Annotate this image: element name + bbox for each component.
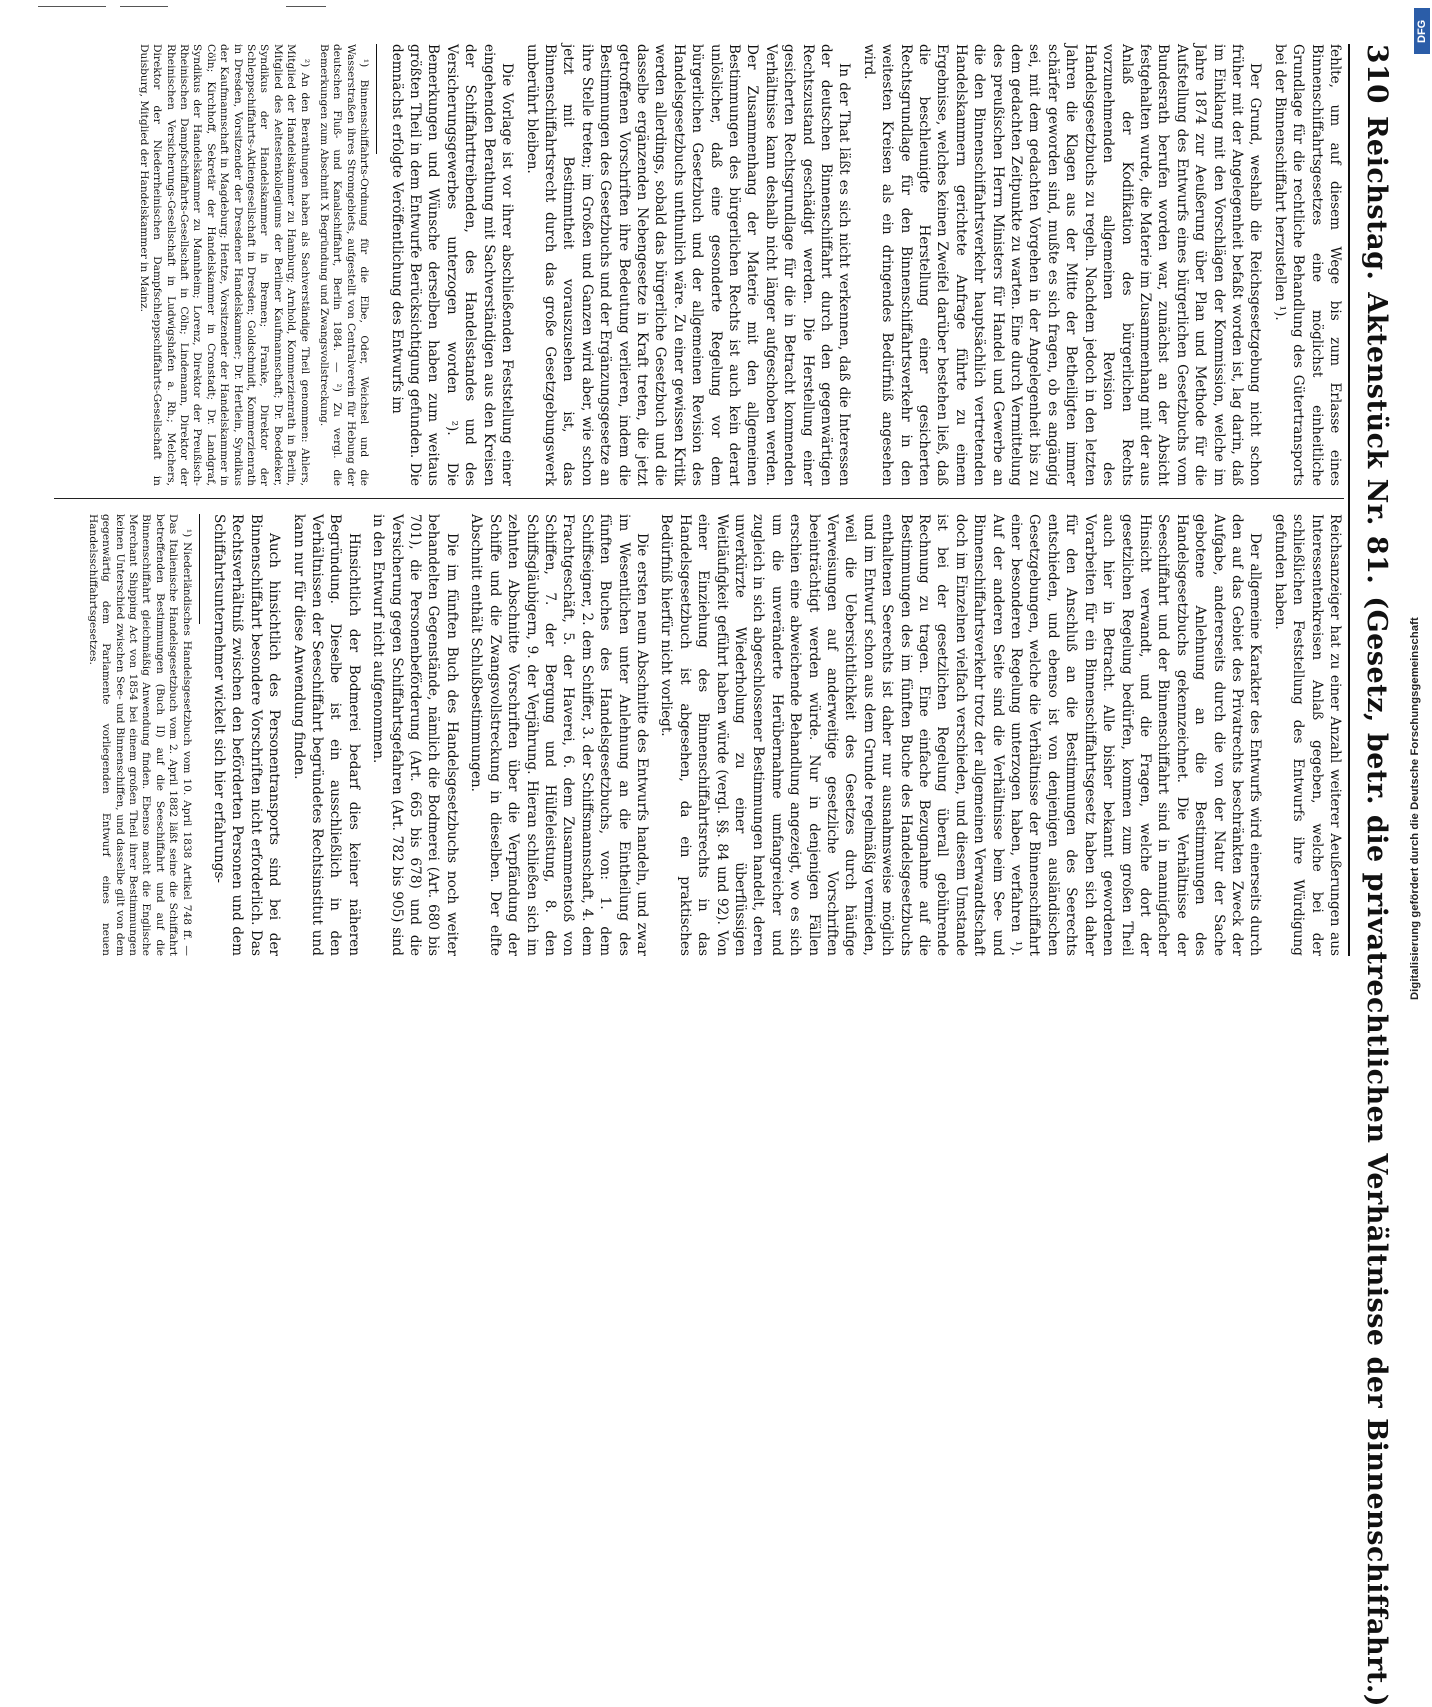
left-column: [54, 44, 1344, 486]
scan-edge-mark: [286, 6, 326, 7]
page-header: [1354, 44, 1394, 1707]
document-number: Aktenstück Nr. 81.: [1361, 292, 1392, 585]
footnote: ¹) Binnenschiffahrts-Ordnung für die Elbe, Oder, Weichsel und die Wasserstraßen ihres Stromgebiets, aufgestellt von Centralverein für Hebung der deutschen Fluß- und Kanalschiffahrt, Berlin 1884. — ²) Zu vergl. die Bemerkungen zum Abschnitt X Begründung und Zwangsvollstreckung.: [318, 44, 371, 486]
scan-edge-mark: [120, 6, 168, 7]
scan-edge-mark: [38, 6, 106, 7]
paragraph: Die ersten neun Abschnitte des Entwurfs handeln, und zwar im Wesentlichen unter Anlehnung an die Eintheilung des fünften Buches des Handelsgesetzbuchs, von: 1. dem Schiffseigner, 2. dem Schiffer, 3. der Schiffsmannschaft, 4. dem Frachtgeschäft, 5. der Haverei, 6. dem Zusammenstoß von Schiffen, 7. der Bergung und Hülfeleistung, 8. den Schiffsgläubigern, 9. der Verjährung. Hieran schließen sich im zehnten Abschnitte Vorschriften über die Verpfändung der Schiffe und die Zwangsvollstreckung in dieselben. Der elfte Abschnitt enthält Schlußbestimmungen.: [468, 514, 650, 956]
document-page: [24, 30, 1394, 1707]
document-subject: (Gesetz, betr. die privatrechtlichen Verhältnisse der Binnenschiffahrt.): [1361, 596, 1392, 1707]
paragraph: Der Grund, weshalb die Reichsgesetzgebung nicht schon früher mit der Angelegenheit befaßt worden ist, lag darin, daß im Einklang mit den Vorschlägen der Kommission, welche im Jahre 1874 zur Aeußerung über Plan und Methode für die Aufstellung des Entwurfs eines bürgerlichen Gesetzbuchs vom Bundesrath berufen worden war, zunächst an der Absicht festgehalten wurde, die Materie im Zusammenhang mit der aus Anlaß der Kodifikation des bürgerlichen Rechts vorzunehmenden allgemeinen Revision des Handelsgesetzbuchs zu regeln. Nachdem jedoch in den letzten Jahren die Klagen aus der Mitte der Betheiligten immer schärfer geworden sind, mußte es sich fragen, ob es angängig sei, mit dem gedachten Vorgehen in der Angelegenheit bis zu dem gedachten Zeitpunkte zu warten. Eine durch Vermittelung des preußischen Herrn Ministers für Handel und Gewerbe an die den Binnenschiffahrtsverkehr hauptsächlich vertretenden Handelskammern gerichtete Anfrage führte zu einem Ergebnisse, welches keinen Zweifel darüber bestehen ließ, daß die beschleunigte Herstellung einer gesicherten Rechtsgrundlage für den Binnenschiffahrtsverkehr in den weitesten Kreisen als ein dringendes Bedürfniß angesehen wird.: [860, 44, 1264, 486]
footnote: ¹) Niederländisches Handelsgesetzbuch vom 10. April 1838 Artikel 748 ff. — Das Italienische Handelsgesetzbuch vom 2. April 1882 läßt seine die Schiffahrt betreffenden Bestimmungen (Buch II) auf die Seeschiffahrt und auf die Binnenschiffahrt gleichmäßig Anwendung finden. Ebenso macht die Englische Merchant Shipping Act von 1854 bei einem großen Theil ihrer Bestimmungen keinen Unterschied zwischen See- und Binnenschiffen, und dasselbe gilt von dem gegenwärtig dem Parlamente vorliegenden Entwurf eines neuen Handelsschiffahrtsgesetzes.: [86, 514, 193, 956]
footnote-rule: [199, 514, 200, 624]
paragraph: fehlte, um auf diesem Wege bis zum Erlasse eines Binnenschiffahrtsgesetzes eine möglichst einheitliche Grundlage für die rechtliche Behandlung des Gütertransports bei der Binnenschiffahrt herzustellen ¹).: [1271, 44, 1343, 486]
paragraph: Die Vorlage ist vor ihrer abschließenden Feststellung einer eingehenden Berathung mit Sachverständigen aus den Kreisen der Schiffahrttreibenden, des Handelsstandes und des Versicherungsgewerbes unterzogen worden ²). Die Bemerkungen und Wünsche derselben haben zum weitaus größten Theil in dem Entwurfe Berücksichtigung gefunden. Die demnächst erfolgte Veröffentlichung des Entwurfs im: [388, 44, 516, 486]
paragraph: Reichsanzeiger hat zu einer Anzahl weiterer Aeußerungen aus Interessentenkreisen Anlaß gegeben, welche bei der schließlichen Feststellung des Entwurfs ihre Würdigung gefunden haben.: [1271, 514, 1343, 956]
paragraph: Auch hinsichtlich des Personentransports sind bei der Binnenschiffahrt besondere Vorschriften nicht erforderlich. Das Rechtsverhältniß zwischen den beförderten Personen und dem Schiffahrtsunternehmer wickelt sich hier erfahrungs-: [211, 514, 283, 956]
dfg-logo: DFG: [1414, 8, 1430, 54]
footnote: ²) An den Berathungen haben als Sachverständige Theil genommen: Ahlers, Mitglied der Handelskammer zu Hamburg; Arnhold, Kommerzienrath in Berlin, Mitglied des Aeltestenkollegiums der Berliner Kaufmannschaft; Dr. Boeddeker, Syndikus der Handelskammer in Bremen; Franke, Direktor der Schleppschiffahrts-Aktiengesellschaft in Dresden; Goldschmidt, Kommerzienrath in Dresden, Vorsitzender der Dresdener Handelskammer; Dr. Hertlein, Syndikus der Kaufmannschaft in Magdeburg; Hentze, Vorsitzender der Handelskammer in Cöln; Kirchhoff, Sekretär der Handelskammer in Cronstadt; Dr. Landgraf, Syndikus der Handelskammer zu Mannheim; Lorenz, Direktor der Preußisch-Rheinischen Dampfschiffahrts-Gesellschaft in Cöln; Lindemann, Direktor der Rheinischen Versicherungs-Gesellschaft in Ludwigshafen a. Rh.; Melchers, Direktor der Niederrheinischen Dampfschleppschiffahrts-Gesellschaft in Duisburg, Mitglied der Handelskammer in Mainz.: [137, 44, 311, 486]
right-column: [54, 514, 1344, 956]
digitization-credit: Digitalisierung gefördert durch die Deutsche Forschungsgemeinschaft: [1409, 617, 1421, 1000]
footnote-rule: [376, 44, 377, 154]
paragraph: Die im fünften Buch des Handelsgesetzbuchs noch weiter behandelten Gegenstände, nämlich die Bodmerei (Art. 680 bis 701), die Personenbeförderung (Art. 665 bis 678) und die Versicherung gegen Schiffahrtsgefahren (Art. 782 bis 905) sind in den Entwurf nicht aufgenommen.: [370, 514, 460, 956]
column-separator: [54, 498, 1344, 499]
paragraph: Der allgemeine Karakter des Entwurfs wird einerseits durch den auf das Gebiet des Privatrechts beschränkten Zweck der Aufgabe, andererseits durch die von der Natur der Sache gebotene Anlehnung an die Bestimmungen des Handelsgesetzbuchs gekennzeichnet. Die Verhältnisse der Seeschiffahrt und der Binnenschiffahrt sind in mannigfacher Hinsicht verwandt, und die Fragen, welche dort der gesetzlichen Regelung bedürfen, kommen zum großen Theil auch hier in Betracht. Alle bisher bekannt gewordenen Vorarbeiten für ein Binnenschiffahrtsgesetz haben sich daher für den Anschluß an die Bestimmungen des Seerechts entschieden, und ebenso ist von denjenigen ausländischen Gesetzgebungen, welche die Verhältnisse der Binnenschiffahrt einer besonderen Regelung unterzogen haben, verfahren ¹). Auf der anderen Seite sind die Verhältnisse beim See- und Binnenschiffahrtsverkehr trotz der allgemeinen Verwandtschaft doch im Einzelnen vielfach verschieden, und diesem Umstande ist bei der gesetzlichen Regelung überall gebührende Rechnung zu tragen. Eine einfache Bezugnahme auf die Bestimmungen des im fünften Buche des Handelsgesetzbuchs enthaltenen Seerechts ist daher nur ausnahmsweise möglich und im Entwurf schon aus dem Grunde regelmäßig vermieden, weil die Uebersichtlichkeit des Gesetzes durch häufige Verweisungen auf anderweitige gesetzliche Vorschriften beeinträchtigt werden würde. Nur in denjenigen Fällen erschien eine abweichende Behandlung angezeigt, wo es sich um die unveränderte Herübernahme umfangreicher und zugleich in sich abgeschlossener Bestimmungen handelt, deren unverkürzte Wiederholung zu einer überflüssigen Weitläufigkeit geführt haben würde (vergl. §§. 84 und 92). Von einer Einziehung des Binnenschiffahrtsrechts in das Handelsgesetzbuch ist abgesehen, da ein praktisches Bedürfniß hierfür nicht vorliegt.: [658, 514, 1264, 956]
page-number: 310: [1361, 44, 1394, 104]
paragraph: Hinsichtlich der Bodmerei bedarf dies keiner näheren Begründung. Dieselbe ist ein ausschließlich in den Verhältnissen der Seeschiffahrt begründetes Rechtsinstitut und kann nur für diese Anwendung finden.: [290, 514, 362, 956]
publication-title: Reichstag.: [1361, 115, 1392, 281]
paragraph: In der That läßt es sich nicht verkennen, daß die Interessen der deutschen Binnenschiffahrt durch den gegenwärtigen Rechtszustand geschädigt werden. Die Herstellung einer gesicherten Rechtsgrundlage für die in Betracht kommenden Verhältnisse kann deshalb nicht länger aufgeschoben werden. Der Zusammenhang der Materie mit den allgemeinen Bestimmungen des bürgerlichen Rechts ist auch kein derart unlöslicher, daß eine gesonderte Regelung vor dem bürgerlichen Gesetzbuch und der allgemeinen Revision des Handelsgesetzbuchs unthunlich wäre. Zu einer gewissen Kritik werden allerdings, sobald das bürgerliche Gesetzbuch und die dasselbe ergänzenden Nebengesetze in Kraft treten, die jetzt getroffenen Vorschriften ihre Bedeutung verlieren, indem die Bestimmungen des Gesetzbuchs und der Ergänzungsgesetze an ihre Stelle treten; im Großen und Ganzen wird aber, wie schon jetzt mit Bestimmtheit vorauszusehen ist, das Binnenschiffahrtsrecht durch das große Gesetzgebungswerk unberührt bleiben.: [523, 44, 853, 486]
header-rule: [1348, 44, 1350, 956]
